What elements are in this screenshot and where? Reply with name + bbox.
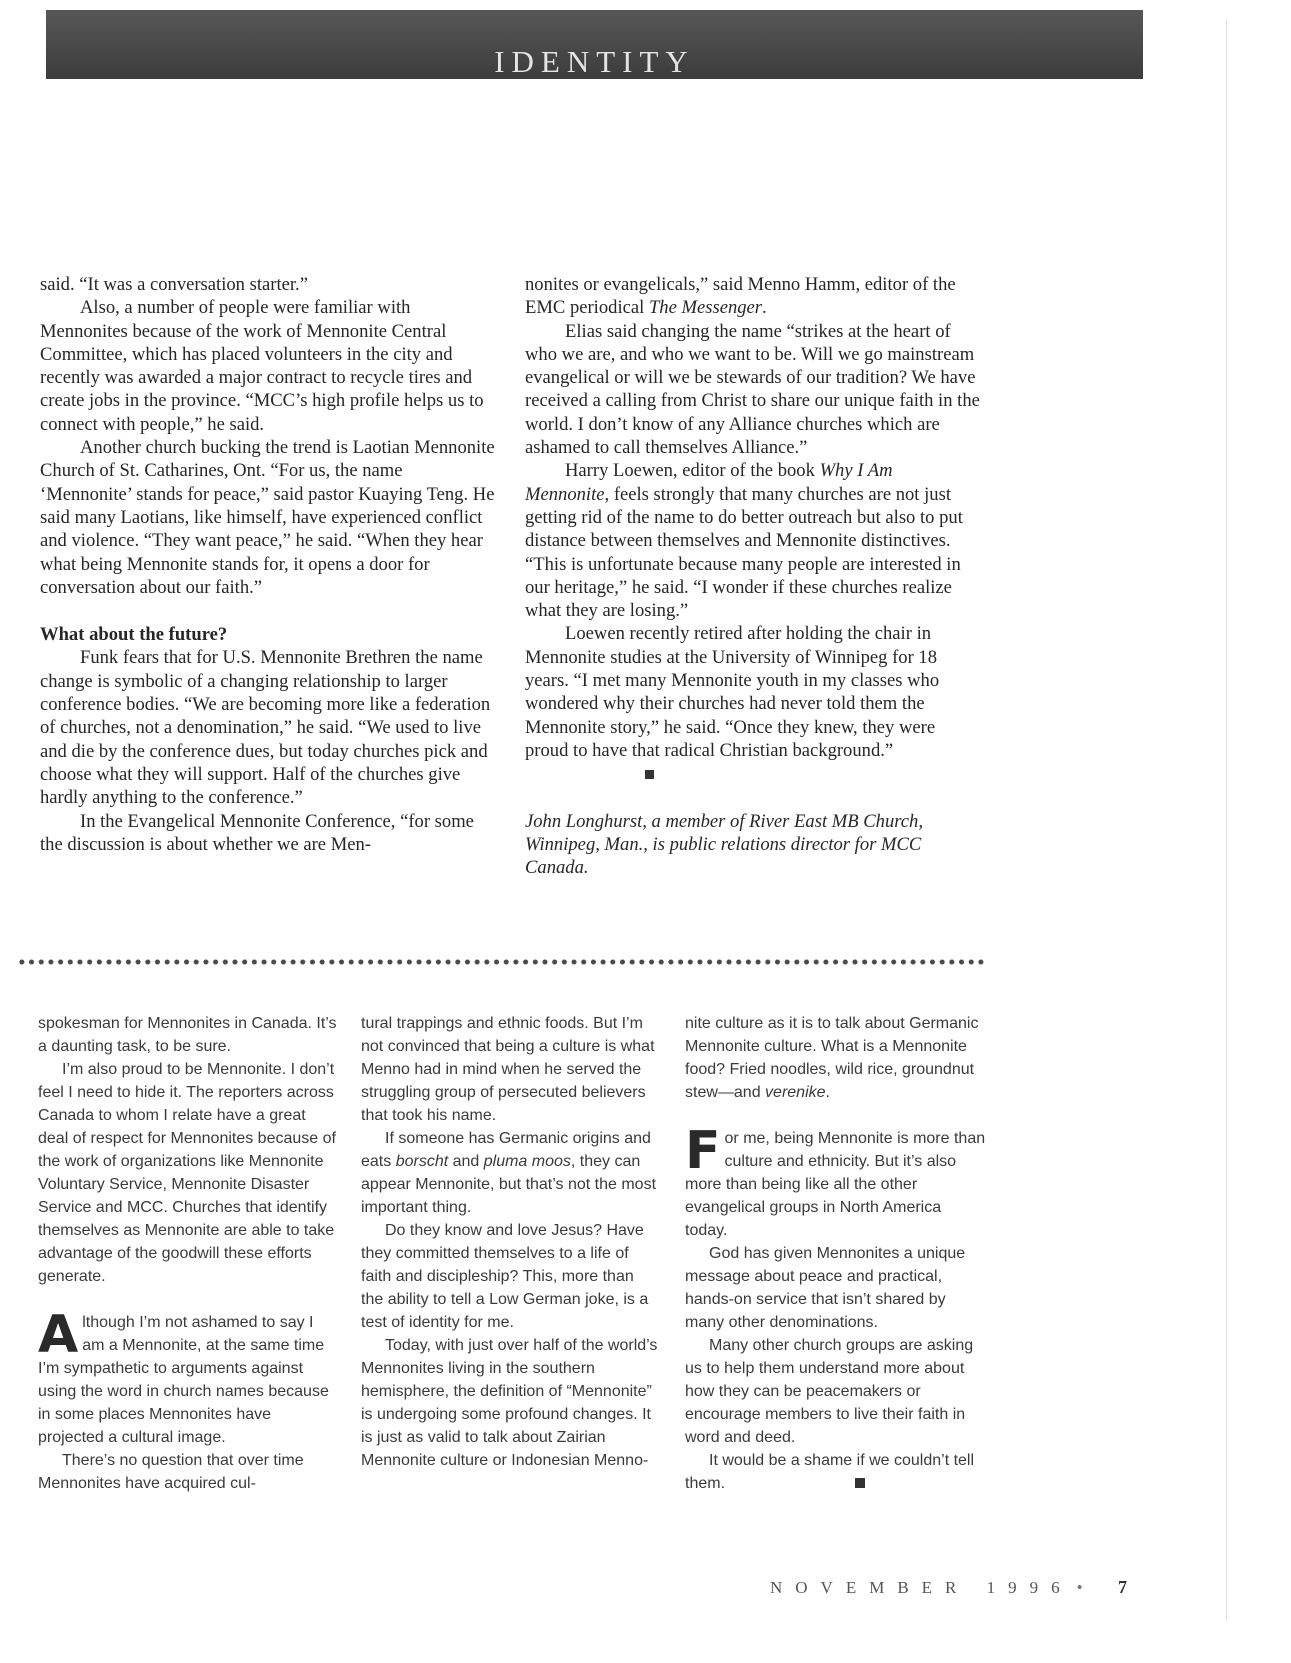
bottom-article-column-2	[361, 1012, 659, 1472]
paragraph: Also, a number of people were familiar with Mennonites because of the work of Mennonite Central Committee, which has placed volunteers in the city and recently was awarded a major contract to recycle tires and create jobs in the province. “MCC’s high profile helps us to connect with people,” he said.	[40, 297, 484, 435]
section-title: IDENTITY	[494, 44, 695, 79]
page-edge	[1226, 20, 1227, 1620]
paragraph: There’s no question that over time Mennonites have acquired cul-	[38, 1452, 304, 1492]
paragraph: God has given Mennonites a unique message about peace and practical, hands-on service that isn’t shared by many other denominations.	[685, 1245, 966, 1331]
paragraph: For me, being Mennonite is more than culture and ethnicity. But it’s also more than being like all the other evangelical groups in North America today.	[685, 1121, 986, 1239]
publication-title: The Messenger	[648, 297, 763, 319]
end-of-article-mark	[645, 770, 654, 779]
folio-separator: •	[1076, 1578, 1083, 1597]
page-number: 7	[1118, 1577, 1127, 1597]
top-article-column-1	[40, 273, 496, 856]
paragraph: Loewen recently retired after holding the chair in Mennonite studies at the University of Winnipeg for 18 years. “I met many Mennonite youth in my classes who wondered why their churches had never told them the Mennonite story,” he said. “Once they knew, they were proud to have that radical Christian background.”	[525, 622, 981, 785]
paragraph: nite culture as it is to talk about Germanic Mennonite culture. What is a Mennonite food? Fried noodles, wild rice, groundnut stew—and verenike.	[685, 1015, 979, 1101]
drop-cap: F	[685, 1121, 721, 1181]
section-banner	[46, 10, 1143, 79]
paragraph: nonites or evangelicals,” said Menno Hamm, editor of the EMC periodical The Messenger.	[525, 274, 956, 319]
paragraph: Funk fears that for U.S. Mennonite Brethren the name change is symbolic of a changing relationship to larger conference bodies. “We are becoming more like a federation of churches, not a denomination,” he said. “We used to live and die by the conference dues, but today churches pick and choose what they will support. Half of the churches give hardly anything to the conference.”	[40, 647, 491, 809]
paragraph: Today, with just over half of the world’s Mennonites living in the southern hemisphere, the definition of “Mennonite” is undergoing some profound changes. It is just as valid to talk about Zairian Mennonite culture or Indonesian Menno-	[361, 1337, 658, 1469]
issue-date: NOVEMBER 1996 •	[770, 1578, 1083, 1597]
paragraph: It would be a shame if we couldn’t tell them.	[685, 1452, 975, 1492]
top-article-column-2	[525, 273, 981, 879]
book-title: Why I Am Mennonite	[525, 460, 893, 505]
paragraph: Do they know and love Jesus? Have they committed themselves to a life of faith and discipleship? This, more than the ability to tell a Low German joke, is a test of identity for me.	[361, 1222, 649, 1331]
paragraph: Although I’m not ashamed to say I am a Mennonite, at the same time I’m sympathetic to arguments against using the word in church names because in some places Mennonites have projected a cultural image.	[38, 1305, 329, 1446]
paragraph: I’m also proud to be Mennonite. I don’t feel I need to hide it. The reporters across Canada to whom I relate have a great deal of respect for Mennonites because of the work of organizations like Mennonite Voluntary Service, Mennonite Disaster Service and MCC. Churches that identify themselves as Mennonite are able to take advantage of the goodwill these efforts generate.	[38, 1061, 336, 1285]
paragraph: If someone has Germanic origins and eats borscht and pluma moos, they can appear Mennonite, but that’s not the most important thing.	[361, 1130, 657, 1216]
paragraph: Another church bucking the trend is Laotian Mennonite Church of St. Catharines, Ont. “For us, the name ‘Mennonite’ stands for peace,” said pastor Kuaying Teng. He said many Laotians, like himself, have experienced conflict and violence. “They want peace,” he said. “When they hear what being Mennonite stands for, it opens a door for conversation about our faith.”	[40, 437, 495, 598]
paragraph: In the Evangelical Mennonite Conference, “for some the discussion is about whether we are Men-	[40, 810, 474, 855]
drop-cap: A	[38, 1305, 79, 1365]
paragraph: said. “It was a conversation starter.”	[40, 274, 308, 295]
paragraph: Harry Loewen, editor of the book Why I Am Mennonite, feels strongly that many churches are not just getting rid of the name to do better outreach but also to put distance between themselves and Mennonite distinctives. “This is unfortunate because many people are interested in our heritage,” he said. “I wonder if these churches realize what they are losing.”	[525, 460, 963, 622]
dotted-divider	[17, 958, 987, 966]
bottom-article-column-1	[38, 1012, 338, 1495]
paragraph: Many other church groups are asking us to help them understand more about how they can be peacemakers or encourage members to live their faith in word and deed.	[685, 1337, 974, 1446]
paragraph: tural trappings and ethnic foods. But I’m not convinced that being a culture is what Menno had in mind when he served the struggling group of persecuted believers that took his name.	[361, 1015, 655, 1124]
paragraph: Elias said changing the name “strikes at the heart of who we are, and who we want to be. Will we go mainstream evangelical or will we be stewards of our tradition? We have received a calling from Christ to share our unique faith in the world. I don’t know of any Alliance churches which are ashamed to call themselves Alliance.”	[525, 320, 980, 459]
end-of-article-mark	[855, 1478, 865, 1488]
author-byline: John Longhurst, a member of River East MB Church, Winnipeg, Man., is public relations director for MCC Canada.	[525, 810, 924, 879]
bottom-article-column-3	[685, 1012, 987, 1495]
paragraph: spokesman for Mennonites in Canada. It’s a daunting task, to be sure.	[38, 1015, 337, 1055]
subheading: What about the future?	[40, 624, 228, 646]
